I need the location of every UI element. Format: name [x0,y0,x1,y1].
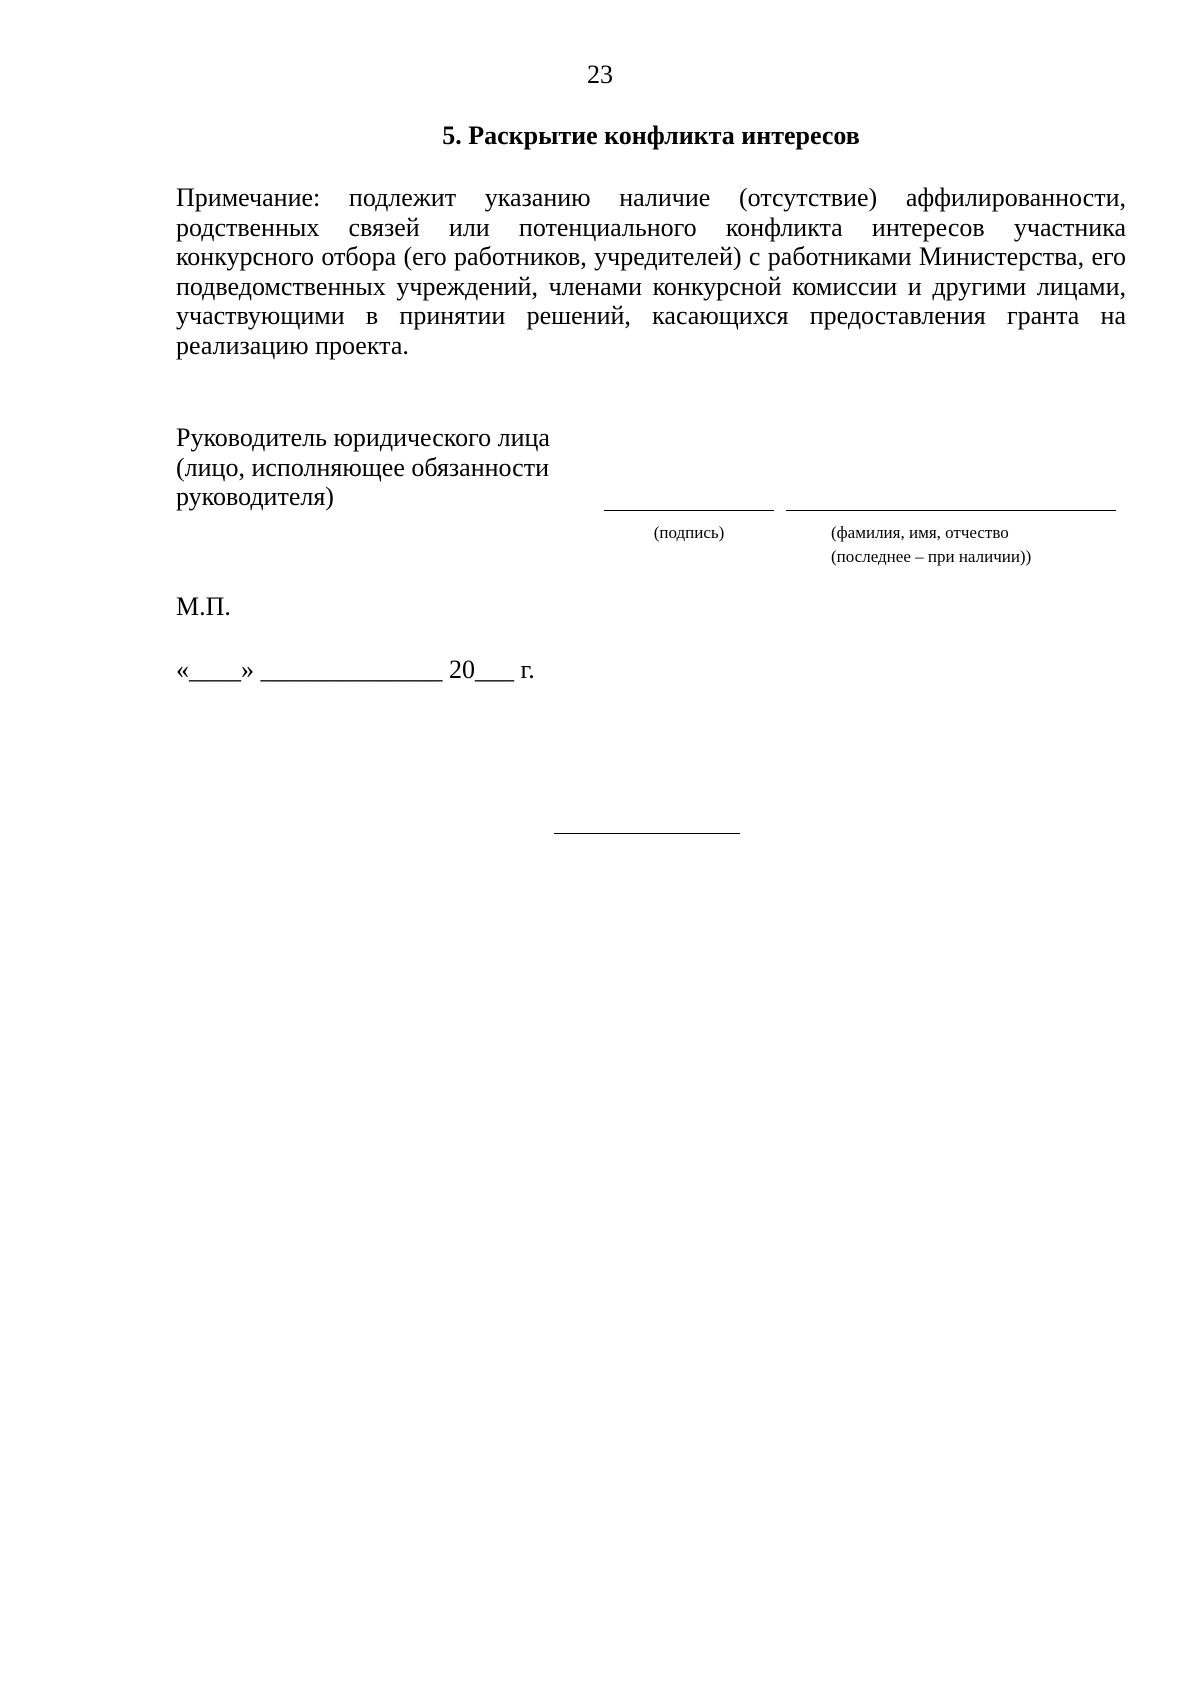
full-name-caption-line: (фамилия, имя, отчество [831,523,1009,542]
full-name-line [786,510,1116,511]
stamp-label: М.П. [176,592,231,621]
signer-label [176,423,606,512]
page-number: 23 [587,60,613,89]
full-name-caption-line: (последнее – при наличии)) [831,547,1032,566]
signer-label-line: (лицо, исполняющее обязанности [176,452,550,482]
full-name-caption [831,521,1131,569]
signer-label-line: Руководитель юридического лица [176,423,550,452]
end-of-document-rule [554,833,740,834]
section-title: 5. Раскрытие конфликта интересов [442,121,860,150]
signature-line [604,510,774,511]
conflict-of-interest-note: Примечание: подлежит указанию наличие (отсутствие) аффилированности, родственных связей или потенциального конфликта интересов участника конкурсного отбора (его работников, учредителей) с работниками Министерства, его подведомственных учреждений, членами конкурсной комиссии и другими лицами, участвующими в принятии решений, касающихся предоставления гранта на реализацию проекта. [176,183,1126,360]
signature-caption: (подпись) [653,523,725,542]
date-field: «____» ______________ 20___ г. [176,655,535,684]
signer-label-line: руководителя) [176,482,334,511]
